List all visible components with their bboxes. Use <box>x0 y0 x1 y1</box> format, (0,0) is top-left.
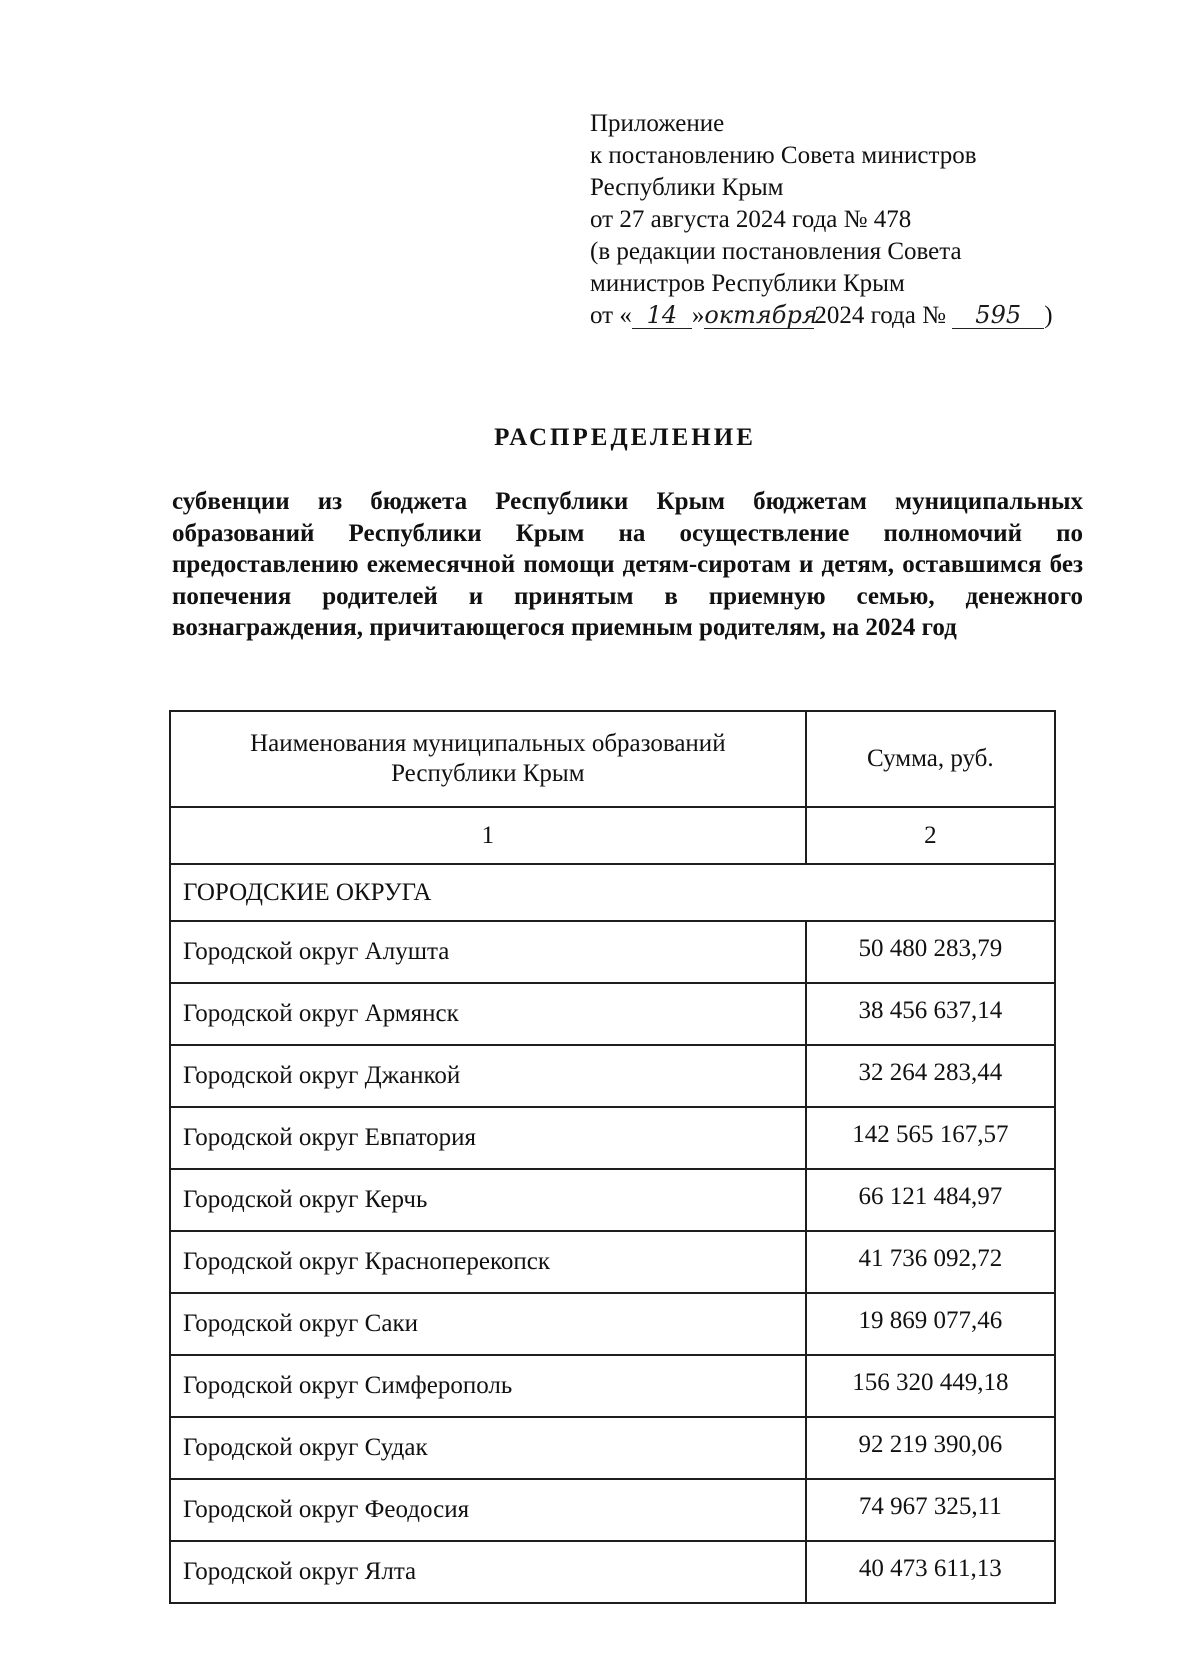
header-municipality-line1: Наименования муниципальных образований <box>250 730 726 757</box>
document-title: РАСПРЕДЕЛЕНИЕ <box>494 424 756 451</box>
header-municipality <box>170 711 806 807</box>
appendix-amendment-line <box>590 300 1110 332</box>
appendix-line: от 27 августа 2024 года № 478 <box>590 206 912 233</box>
amount-value: 50 480 283,79 <box>806 921 1055 983</box>
section-row <box>170 864 1055 921</box>
handwritten-number: 595 <box>952 302 1044 329</box>
appendix-block <box>590 108 1110 332</box>
amendment-suffix: ) <box>1044 302 1053 329</box>
column-number: 2 <box>806 807 1055 864</box>
municipality-name: Городской округ Керчь <box>170 1169 806 1231</box>
appendix-line: Приложение <box>590 110 725 137</box>
table-row <box>170 983 1055 1045</box>
table-row <box>170 1479 1055 1541</box>
document-subtitle: субвенции из бюджета Республики Крым бюджетам муниципальных образований Республики Крым на осуществление полномочий по предоставлению ежемесячной помощи детям-сиротам и детям, оставшимся без попечения родителей и принятым в приемную семью, денежного вознаграждения, причитающегося приемным родителям, на 2024 год <box>172 488 1083 641</box>
amount-value: 156 320 449,18 <box>806 1355 1055 1417</box>
table-row <box>170 1045 1055 1107</box>
table-row <box>170 1417 1055 1479</box>
municipality-name: Городской округ Ялта <box>170 1541 806 1603</box>
column-number: 1 <box>170 807 806 864</box>
table-row <box>170 1231 1055 1293</box>
table-row <box>170 921 1055 983</box>
amount-value: 40 473 611,13 <box>806 1541 1055 1603</box>
table-header-row <box>170 711 1055 807</box>
handwritten-day: 14 <box>632 302 692 329</box>
appendix-line: министров Республики Крым <box>590 270 905 297</box>
municipality-name: Городской округ Армянск <box>170 983 806 1045</box>
amendment-prefix: от « <box>590 302 632 329</box>
table-row <box>170 1293 1055 1355</box>
municipality-name: Городской округ Судак <box>170 1417 806 1479</box>
column-number-row <box>170 807 1055 864</box>
municipality-name: Городской округ Феодосия <box>170 1479 806 1541</box>
amendment-year: 2024 года № <box>814 302 946 329</box>
municipality-name: Городской округ Симферополь <box>170 1355 806 1417</box>
table-row <box>170 1107 1055 1169</box>
municipality-name: Городской округ Алушта <box>170 921 806 983</box>
header-municipality-line2: Республики Крым <box>391 760 585 787</box>
appendix-line: к постановлению Совета министров <box>590 142 977 169</box>
amount-value: 32 264 283,44 <box>806 1045 1055 1107</box>
amount-value: 142 565 167,57 <box>806 1107 1055 1169</box>
municipality-name: Городской округ Джанкой <box>170 1045 806 1107</box>
amendment-quote: » <box>691 302 705 329</box>
amount-value: 38 456 637,14 <box>806 983 1055 1045</box>
table-row <box>170 1355 1055 1417</box>
amount-value: 92 219 390,06 <box>806 1417 1055 1479</box>
amount-value: 74 967 325,11 <box>806 1479 1055 1541</box>
municipality-name: Городской округ Евпатория <box>170 1107 806 1169</box>
appendix-line: Республики Крым <box>590 174 784 201</box>
section-title: ГОРОДСКИЕ ОКРУГА <box>170 864 1055 921</box>
table-row <box>170 1541 1055 1603</box>
municipality-name: Городской округ Саки <box>170 1293 806 1355</box>
appendix-line: (в редакции постановления Совета <box>590 238 962 265</box>
municipality-name: Городской округ Красноперекопск <box>170 1231 806 1293</box>
table-row <box>170 1169 1055 1231</box>
distribution-table <box>169 710 1056 1604</box>
amount-value: 66 121 484,97 <box>806 1169 1055 1231</box>
amount-value: 19 869 077,46 <box>806 1293 1055 1355</box>
header-amount: Сумма, руб. <box>806 711 1055 807</box>
amount-value: 41 736 092,72 <box>806 1231 1055 1293</box>
handwritten-month: октября <box>704 301 818 329</box>
